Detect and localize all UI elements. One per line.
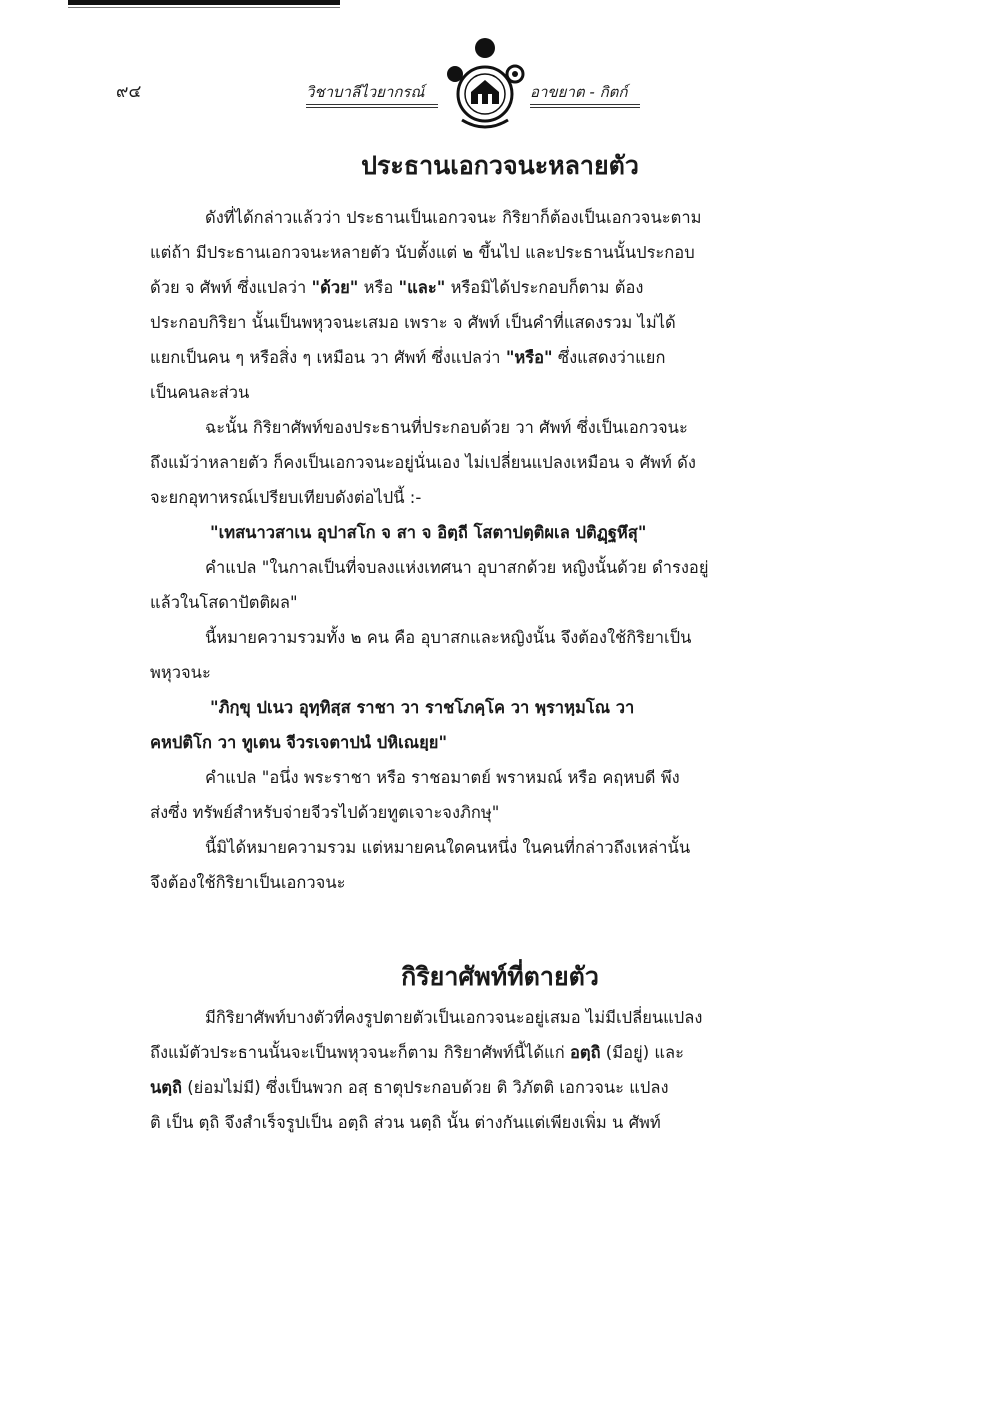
example-quote-1: "เทสนาวสาเน อุปาสโก จ สา จ อิตฺถี โสตาปตฺติผเล ปติฏฺฐหึสุ" xyxy=(210,523,647,542)
header-right-title: อาขยาต - กิตก์ xyxy=(530,83,628,101)
header-right-underline-2 xyxy=(530,107,640,108)
header-right-underline xyxy=(530,104,640,105)
page-number: ๙๔ xyxy=(116,82,142,102)
header-left-underline-2 xyxy=(306,107,438,108)
paragraph-1: ดังที่ได้กล่าวแล้วว่า ประธานเป็นเอกวจนะ กิริยาก็ต้องเป็นเอกวจนะตาม แต่ถ้า มีประธานเอกวจนะหลายตัว นับตั้งแต่ ๒ ขึ้นไป และประธานนั้นประกอบ ด้วย จ ศัพท์ ซึ่งแปลว่า "ด้วย" หรือ "และ" หรือมิได้ประกอบก็ตาม ต้อง ประกอบกิริยา นั้นเป็นพหุวจนะเสมอ เพราะ จ ศัพท์ เป็นคำที่แสดงรวม ไม่ได้ แยกเป็นคน ๆ หรือสิ่ง ๆ เหมือน วา ศัพท์ ซึ่งแปลว่า "หรือ" ซึ่งแสดงว่าแยก เป็นคนละส่วน xyxy=(150,208,702,402)
paragraph-2: ฉะนั้น กิริยาศัพท์ของประธานที่ประกอบด้วย วา ศัพท์ ซึ่งเป็นเอกวจนะ ถึงแม้ว่าหลายตัว ก็คงเป็นเอกวจนะอยู่นั่นเอง ไม่เปลี่ยนแปลงเหมือน จ ศัพท์ ดัง จะยกอุทาหรณ์เปรียบเทียบดังต่อไปนี้ :- xyxy=(150,418,696,507)
note-1: นี้หมายความรวมทั้ง ๒ คน คือ อุบาสกและหญิงนั้น จึงต้องใช้กิริยาเป็น พหุวจนะ xyxy=(150,628,692,682)
top-edge-rule xyxy=(68,7,340,8)
page-header xyxy=(0,20,1000,130)
header-left-title: วิชาบาลีไวยากรณ์ xyxy=(306,83,425,101)
header-left-underline xyxy=(306,104,438,105)
translation-2: คำแปล "อนึ่ง พระราชา หรือ ราชอมาตย์ พราหมณ์ หรือ คฤหบดี พึง ส่งซึ่ง ทรัพย์สำหรับจ่ายจีวรไปด้วยทูตเจาะจงภิกษุ" xyxy=(150,768,680,822)
translation-1: คำแปล "ในกาลเป็นที่จบลงแห่งเทศนา อุบาสกด้วย หญิงนั้นด้วย ดำรงอยู่ แล้วในโสดาปัตติผล" xyxy=(150,558,709,612)
section-2-body xyxy=(150,1000,832,1140)
top-edge-bar xyxy=(68,0,340,5)
emblem-logo-icon xyxy=(440,34,530,134)
note-2: นี้มิได้หมายความรวม แต่หมายคนใดคนหนึ่ง ในคนที่กล่าวถึงเหล่านั้น จึงต้องใช้กิริยาเป็นเอกวจนะ xyxy=(150,838,691,892)
section-2-title: กิริยาศัพท์ที่ตายตัว xyxy=(401,962,599,991)
paragraph-3: มีกิริยาศัพท์บางตัวที่คงรูปตายตัวเป็นเอกวจนะอยู่เสมอ ไม่มีเปลี่ยนแปลง ถึงแม้ตัวประธานนั้นจะเป็นพหุวจนะก็ตาม กิริยาศัพท์นี้ได้แก่ อตฺถิ (มีอยู่) และ นตฺถิ (ย่อมไม่มี) ซึ่งเป็นพวก อสฺ ธาตุประกอบด้วย ติ วิภัตติ เอกวจนะ แปลง ติ เป็น ตฺถิ จึงสำเร็จรูปเป็น อตฺถิ ส่วน นตฺถิ นั้น ต่างกันแต่เพียงเพิ่ม น ศัพท์ xyxy=(150,1008,703,1132)
section-1-body xyxy=(150,200,832,900)
example-quote-2: "ภิกฺขุ ปเนว อุทฺทิสฺส ราชา วา ราชโภคฺโค วา พฺราหฺมโณ วา คหปติโก วา ทูเตน จีวรเจตาปนํ ปหิเณยฺย" xyxy=(150,698,635,752)
section-1-title: ประธานเอกวจนะหลายตัว xyxy=(361,151,639,180)
